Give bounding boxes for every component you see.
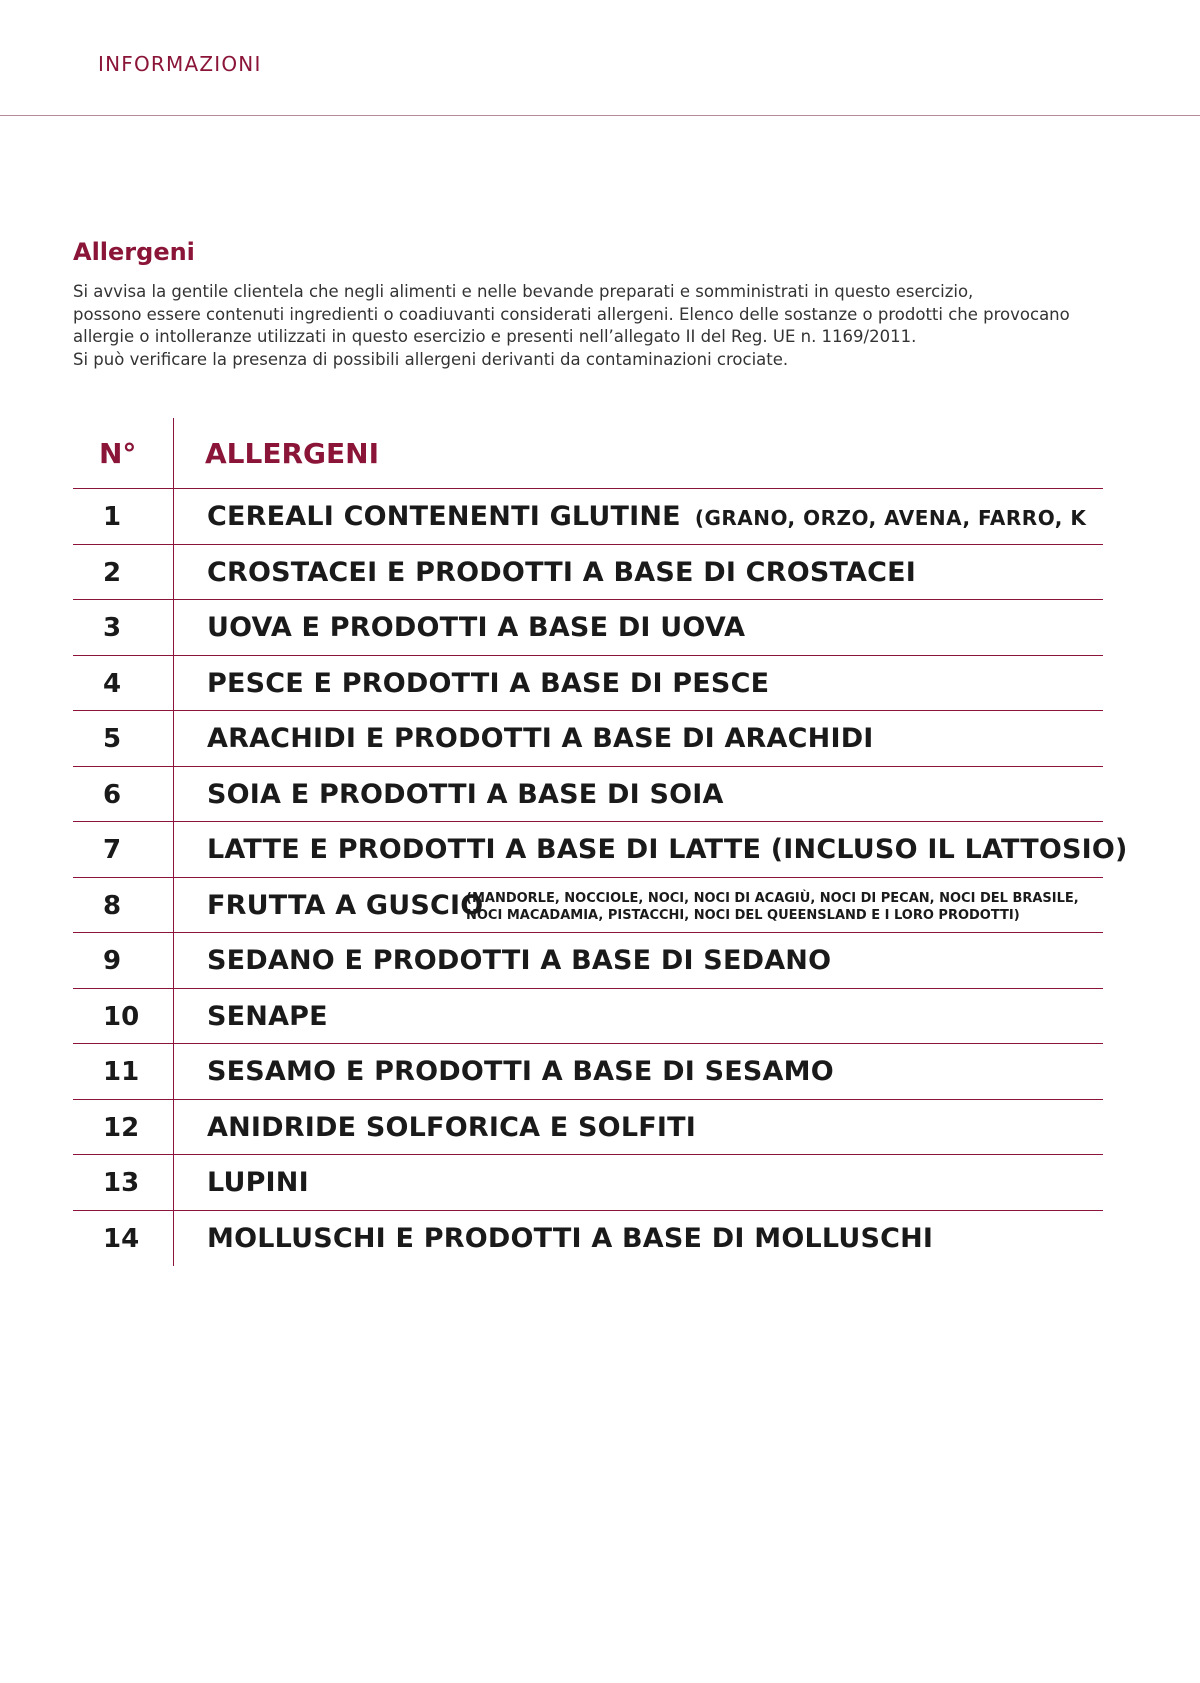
column-header-allergens: ALLERGENI xyxy=(205,437,380,470)
row-number: 6 xyxy=(103,779,122,810)
row-number: 14 xyxy=(103,1223,140,1254)
row-number: 13 xyxy=(103,1168,140,1198)
row-number: 11 xyxy=(103,1057,140,1087)
row-number: 1 xyxy=(103,502,122,532)
allergen-name: UOVA E PRODOTTI A BASE DI UOVA xyxy=(207,612,746,643)
table-row xyxy=(73,1155,1103,1211)
allergen-name: ANIDRIDE SOLFORICA E SOLFITI xyxy=(207,1111,696,1143)
allergen-note xyxy=(466,890,1079,924)
page-header-label: INFORMAZIONI xyxy=(98,52,262,76)
table-row xyxy=(73,489,1103,545)
table-row xyxy=(73,656,1103,712)
column-header-number: N° xyxy=(99,437,137,470)
table-header xyxy=(73,418,1103,489)
allergen-name: CROSTACEI E PRODOTTI A BASE DI CROSTACEI xyxy=(207,556,917,588)
allergens-table xyxy=(73,418,1128,1265)
allergen-name: MOLLUSCHI E PRODOTTI A BASE DI MOLLUSCHI xyxy=(207,1222,934,1254)
row-number: 2 xyxy=(103,557,122,588)
allergen-name: CEREALI CONTENENTI GLUTINE xyxy=(207,501,681,532)
row-number: 9 xyxy=(103,946,122,976)
allergen-name: PESCE E PRODOTTI A BASE DI PESCE xyxy=(207,667,770,699)
allergen-name: SESAMO E PRODOTTI A BASE DI SESAMO xyxy=(207,1056,834,1087)
table-row xyxy=(73,822,1128,878)
table-row xyxy=(73,600,1103,656)
section-title: Allergeni xyxy=(73,238,195,266)
allergen-name: LUPINI xyxy=(207,1167,309,1198)
row-number: 5 xyxy=(103,724,122,754)
table-row xyxy=(73,933,1103,989)
row-allergen xyxy=(207,501,1086,532)
table-row xyxy=(73,711,1103,767)
table-row xyxy=(73,878,1103,934)
row-number: 10 xyxy=(103,1001,140,1032)
intro-line: possono essere contenuti ingredienti o coadiuvanti considerati allergeni. Elenco delle sostanze o prodotti che provocano xyxy=(73,304,1070,324)
note-line: (MANDORLE, NOCCIOLE, NOCI, NOCI DI ACAGIÙ, NOCI DI PECAN, NOCI DEL BRASILE, xyxy=(466,890,1079,906)
table-row xyxy=(73,1100,1103,1156)
header-divider xyxy=(0,115,1200,116)
table-row xyxy=(73,989,1103,1045)
allergen-note: (GRANO, ORZO, AVENA, FARRO, K xyxy=(694,506,1087,530)
table-row xyxy=(73,1044,1103,1100)
table-row xyxy=(73,767,1103,823)
intro-paragraph xyxy=(73,281,1093,371)
row-number: 4 xyxy=(103,668,122,699)
intro-line: Si può verificare la presenza di possibili allergeni derivanti da contaminazioni crociate. xyxy=(73,349,789,369)
allergen-name: ARACHIDI E PRODOTTI A BASE DI ARACHIDI xyxy=(207,723,874,754)
allergen-name: SOIA E PRODOTTI A BASE DI SOIA xyxy=(207,778,724,810)
row-number: 7 xyxy=(103,835,122,865)
intro-line: Si avvisa la gentile clientela che negli alimenti e nelle bevande preparati e somministrati in questo esercizio, xyxy=(73,282,974,301)
row-number: 12 xyxy=(103,1112,140,1143)
intro-line: allergie o intolleranze utilizzati in questo esercizio e presenti nell’allegato II del Reg. UE n. 1169/2011. xyxy=(73,327,917,346)
table-row xyxy=(73,545,1103,601)
allergen-name: FRUTTA A GUSCIO xyxy=(207,889,484,921)
table-row xyxy=(73,1211,1103,1266)
allergen-name: SENAPE xyxy=(207,1000,328,1032)
allergen-name: SEDANO E PRODOTTI A BASE DI SEDANO xyxy=(207,945,832,976)
row-number: 3 xyxy=(103,613,122,643)
note-line: NOCI MACADAMIA, PISTACCHI, NOCI DEL QUEENSLAND E I LORO PRODOTTI) xyxy=(466,907,1020,923)
allergen-name: LATTE E PRODOTTI A BASE DI LATTE (INCLUSO IL LATTOSIO) xyxy=(207,834,1128,865)
row-number: 8 xyxy=(103,890,122,921)
